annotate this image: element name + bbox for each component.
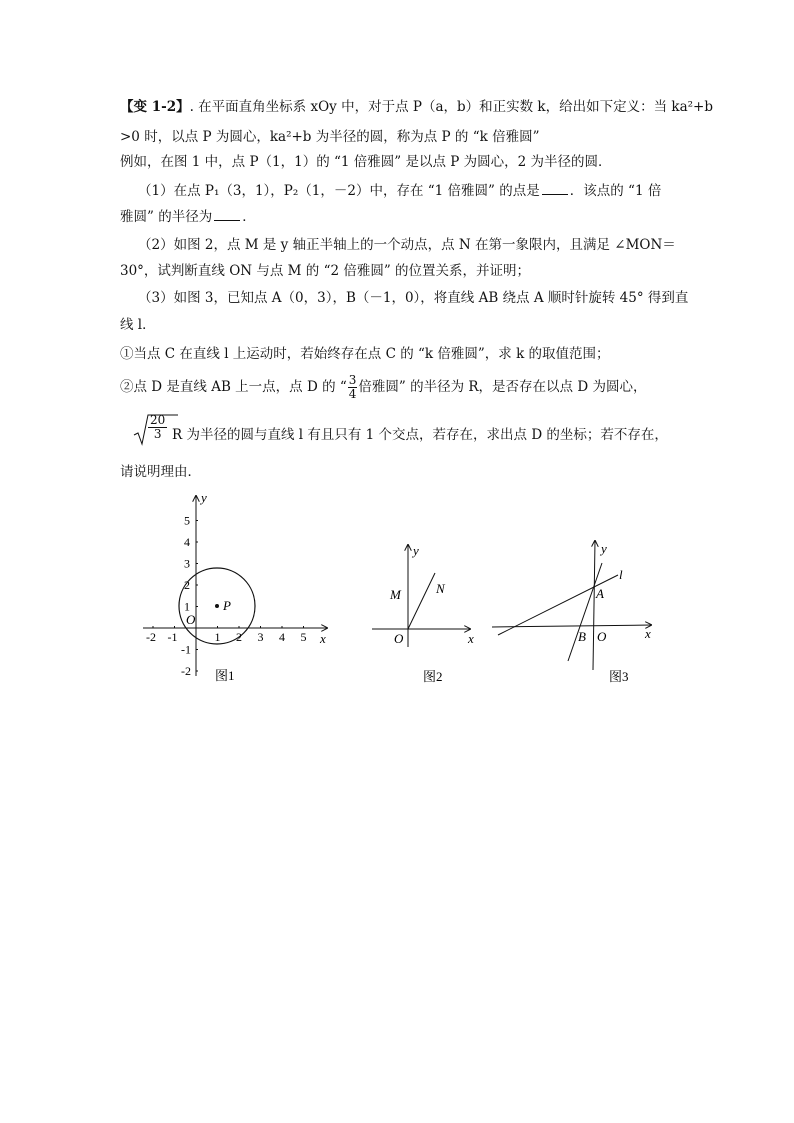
sqrt-numerator: 20 xyxy=(150,413,166,427)
question-2-line-2: 30°，试判断直线 ON 与点 M 的 “2 倍雅圆” 的位置关系，并证明； xyxy=(120,263,531,279)
fig3-caption: 图3 xyxy=(609,669,629,684)
fig1-x-tick-label: 1 xyxy=(214,630,221,644)
question-3-part-2-text-b: 倍雅圆” 的半径为 R，是否存在以点 D 为圆心， xyxy=(358,379,647,395)
fig2-y-label: y xyxy=(413,543,419,558)
fig1-y-tick-label: 3 xyxy=(184,556,190,571)
sqrt-fraction xyxy=(148,414,167,441)
problem-line-2: >0 时，以点 P 为圆心，ka²+b 为半径的圆，称为点 P 的 “k 倍雅圆” xyxy=(120,129,540,145)
fig2-x-label: x xyxy=(468,631,474,646)
fig1-caption: 图1 xyxy=(215,668,235,683)
fig2-m-label: M xyxy=(390,587,401,602)
sqrt-denominator: 3 xyxy=(153,427,162,441)
fraction-denominator: 4 xyxy=(348,387,357,401)
question-3-line-2: 线 l． xyxy=(120,317,156,333)
question-3-part-2-text-a: ②点 D 是直线 AB 上一点，点 D 的 “ xyxy=(120,379,347,395)
fig1-p-label: P xyxy=(223,598,231,613)
fraction-three-quarters xyxy=(348,374,358,401)
question-3-line: （3）如图 3，已知点 A（0，3），B（－1，0），将直线 AB 绕点 A 顺时针旋转 45° 得到直 xyxy=(138,290,689,306)
fig1-y-tick-label: -2 xyxy=(181,664,191,678)
question-1-line-2 xyxy=(120,207,256,227)
problem-line-1 xyxy=(120,97,713,117)
answer-blank-1[interactable] xyxy=(542,181,568,195)
fig3-x-label: x xyxy=(645,626,651,641)
question-1-text-a: （1）在点 P₁（3，1），P₂（1，－2）中，存在 “1 倍雅圆” 的点是 xyxy=(138,183,540,199)
fig1-x-tick-label: 4 xyxy=(279,630,285,644)
question-3-part-1: ①当点 C 在直线 l 上运动时，若始终存在点 C 的 “k 倍雅圆”，求 k 的取值范围； xyxy=(120,346,610,362)
figure-2 xyxy=(368,535,483,690)
fig1-x-tick-label: 5 xyxy=(300,630,307,644)
fig1-y-tick-label: -1 xyxy=(181,642,191,657)
fig3-b-label: B xyxy=(578,629,586,644)
question-1-text-b: ．该点的 “1 倍 xyxy=(569,183,662,199)
fig1-y-tick-label: 5 xyxy=(184,513,190,528)
fig3-y-label: y xyxy=(601,541,607,556)
question-3-part-2-line xyxy=(120,374,646,401)
fig2-caption: 图2 xyxy=(423,669,443,684)
fig1-x-tick-label: 2 xyxy=(236,630,242,644)
fig1-x-tick-label: 3 xyxy=(257,630,264,644)
fig1-y-tick-label: 2 xyxy=(184,578,190,592)
fig1-origin-label: O xyxy=(186,612,196,627)
figure-1 xyxy=(135,490,335,690)
question-3-part-2-line-2: R 为半径的圆与直线 l 有且只有 1 个交点，若存在，求出点 D 的坐标；若不存在， xyxy=(172,427,668,443)
fig1-x-tick-label: -1 xyxy=(167,630,178,644)
fig1-x-label: x xyxy=(320,631,326,646)
fig1-y-label: y xyxy=(201,490,207,505)
example-line: 例如，在图 1 中，点 P（1，1）的 “1 倍雅圆” 是以点 P 为圆心，2 为半径的圆． xyxy=(120,154,612,170)
fig3-origin-label: O xyxy=(597,629,607,644)
question-2-line: （2）如图 2，点 M 是 y 轴正半轴上的一个动点，点 N 在第一象限内，且满足 ∠MON＝ xyxy=(138,237,676,253)
fig3-l-label: l xyxy=(619,567,623,582)
fig2-line-on xyxy=(408,573,435,629)
fig3-y-axis xyxy=(593,541,595,670)
fig1-y-tick-label: 1 xyxy=(184,599,190,614)
answer-blank-2[interactable] xyxy=(214,207,240,221)
fig2-origin-label: O xyxy=(394,631,404,646)
problem-intro: . 在平面直角坐标系 xOy 中，对于点 P（a，b）和正实数 k，给出如下定义：当 ka²+b xyxy=(189,99,713,115)
fig1-y-tick-label: 4 xyxy=(184,535,190,549)
fig1-point-p xyxy=(215,604,219,608)
fig3-a-label: A xyxy=(596,586,604,601)
question-1-text-c: 雅圆” 的半径为 xyxy=(120,209,213,225)
figure-3 xyxy=(488,535,663,690)
fraction-numerator: 3 xyxy=(348,373,357,387)
fig3-line-ab xyxy=(568,563,602,661)
fig2-n-label: N xyxy=(436,581,445,596)
question-1-line xyxy=(138,181,661,201)
question-1-text-d: ． xyxy=(242,209,256,225)
question-3-part-2-line-3: 请说明理由． xyxy=(120,464,201,480)
fig1-x-tick-label: -2 xyxy=(146,630,156,644)
problem-tag: 【变 1-2】 xyxy=(120,99,190,115)
